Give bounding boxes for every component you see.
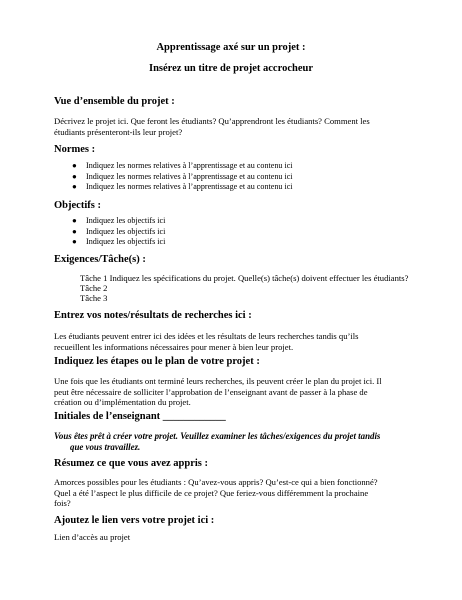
notes-line: recueillent les informations nécessaires pour mener à bien leur projet. <box>54 341 294 352</box>
list-item-text: Indiquez les objectifs ici <box>86 226 166 236</box>
summary-line: Amorces possibles pour les étudiants : Qu’avez-vous appris? Qu’est-ce qui a bien fonctionné? <box>54 477 378 487</box>
standards-heading: Normes : <box>54 144 96 155</box>
list-item-text: Indiquez les normes relatives à l’apprentissage et au contenu ici <box>86 171 293 181</box>
plan-line: création ou d’implémentation du projet. <box>54 397 191 407</box>
overview-heading: Vue d’ensemble du projet : <box>54 96 175 107</box>
plan-line: Une fois que les étudiants ont terminé leurs recherches, ils peuvent créer le plan du projet ici. Il <box>54 376 382 386</box>
plan-text <box>54 376 414 408</box>
list-item <box>72 216 165 227</box>
overview-line: Décrivez le projet ici. Que feront les étudiants? Qu’apprendront les étudiants? Comment les <box>54 116 370 126</box>
list-item-text: Indiquez les normes relatives à l’apprentissage et au contenu ici <box>86 182 293 192</box>
bullet-icon: ● <box>72 237 77 247</box>
list-item-text: Indiquez les objectifs ici <box>86 216 166 225</box>
bullet-icon: ● <box>72 226 77 236</box>
bullet-icon: ● <box>72 161 77 170</box>
summary-heading: Résumez ce que vous avez appris : <box>54 458 208 469</box>
list-item <box>72 237 165 248</box>
project-link[interactable]: Lien d’accès au projet <box>54 532 131 542</box>
list-item <box>72 172 293 183</box>
objectives-heading: Objectifs : <box>54 200 101 211</box>
link-heading: Ajoutez le lien vers votre projet ici : <box>54 515 215 526</box>
list-item <box>72 161 293 172</box>
ready-line: Vous êtes prêt à créer votre projet. Veuillez examiner les tâches/exigences du projet tandis <box>54 431 381 441</box>
overview-text <box>54 116 414 137</box>
summary-line: Quel a été l’aspect le plus difficile de ce projet? Que feriez-vous différemment la prochaine <box>54 487 369 498</box>
summary-text <box>54 477 414 509</box>
teacher-initials: Initiales de l’enseignant ____________ <box>54 411 226 422</box>
list-item <box>72 182 293 193</box>
objectives-list <box>72 216 165 248</box>
list-item <box>72 227 165 238</box>
document-title: Apprentissage axé sur un projet : <box>156 42 306 53</box>
notes-line: Les étudiants peuvent entrer ici des idées et les résultats de leurs recherches tandis qu’ils <box>54 331 359 341</box>
task-item: Tâche 1 Indiquez les spécifications du projet. Quelle(s) tâche(s) doivent effectuer les étudiants? <box>80 273 409 283</box>
bullet-icon: ● <box>72 171 77 181</box>
standards-list <box>72 161 293 193</box>
task-item: Tâche 2 <box>80 283 108 293</box>
list-item-text: Indiquez les normes relatives à l’apprentissage et au contenu ici <box>86 161 293 170</box>
tasks-heading: Exigences/Tâche(s) : <box>54 254 146 265</box>
ready-notice <box>54 431 424 453</box>
ready-line: que vous travaillez. <box>70 442 141 452</box>
summary-line: fois? <box>54 498 71 508</box>
task-item: Tâche 3 <box>80 293 108 303</box>
list-item-text: Indiquez les objectifs ici <box>86 237 166 247</box>
notes-text <box>54 331 414 352</box>
project-title: Insérez un titre de projet accrocheur <box>149 63 313 74</box>
bullet-icon: ● <box>72 216 77 225</box>
plan-heading: Indiquez les étapes ou le plan de votre projet : <box>54 356 260 367</box>
bullet-icon: ● <box>72 182 77 192</box>
overview-line: étudiants présenteront-ils leur projet? <box>54 126 183 137</box>
plan-line: peut être nécessaire de solliciter l’approbation de l’enseignant avant de passer à la phase de <box>54 386 368 397</box>
notes-heading: Entrez vos notes/résultats de recherches ici : <box>54 310 252 321</box>
